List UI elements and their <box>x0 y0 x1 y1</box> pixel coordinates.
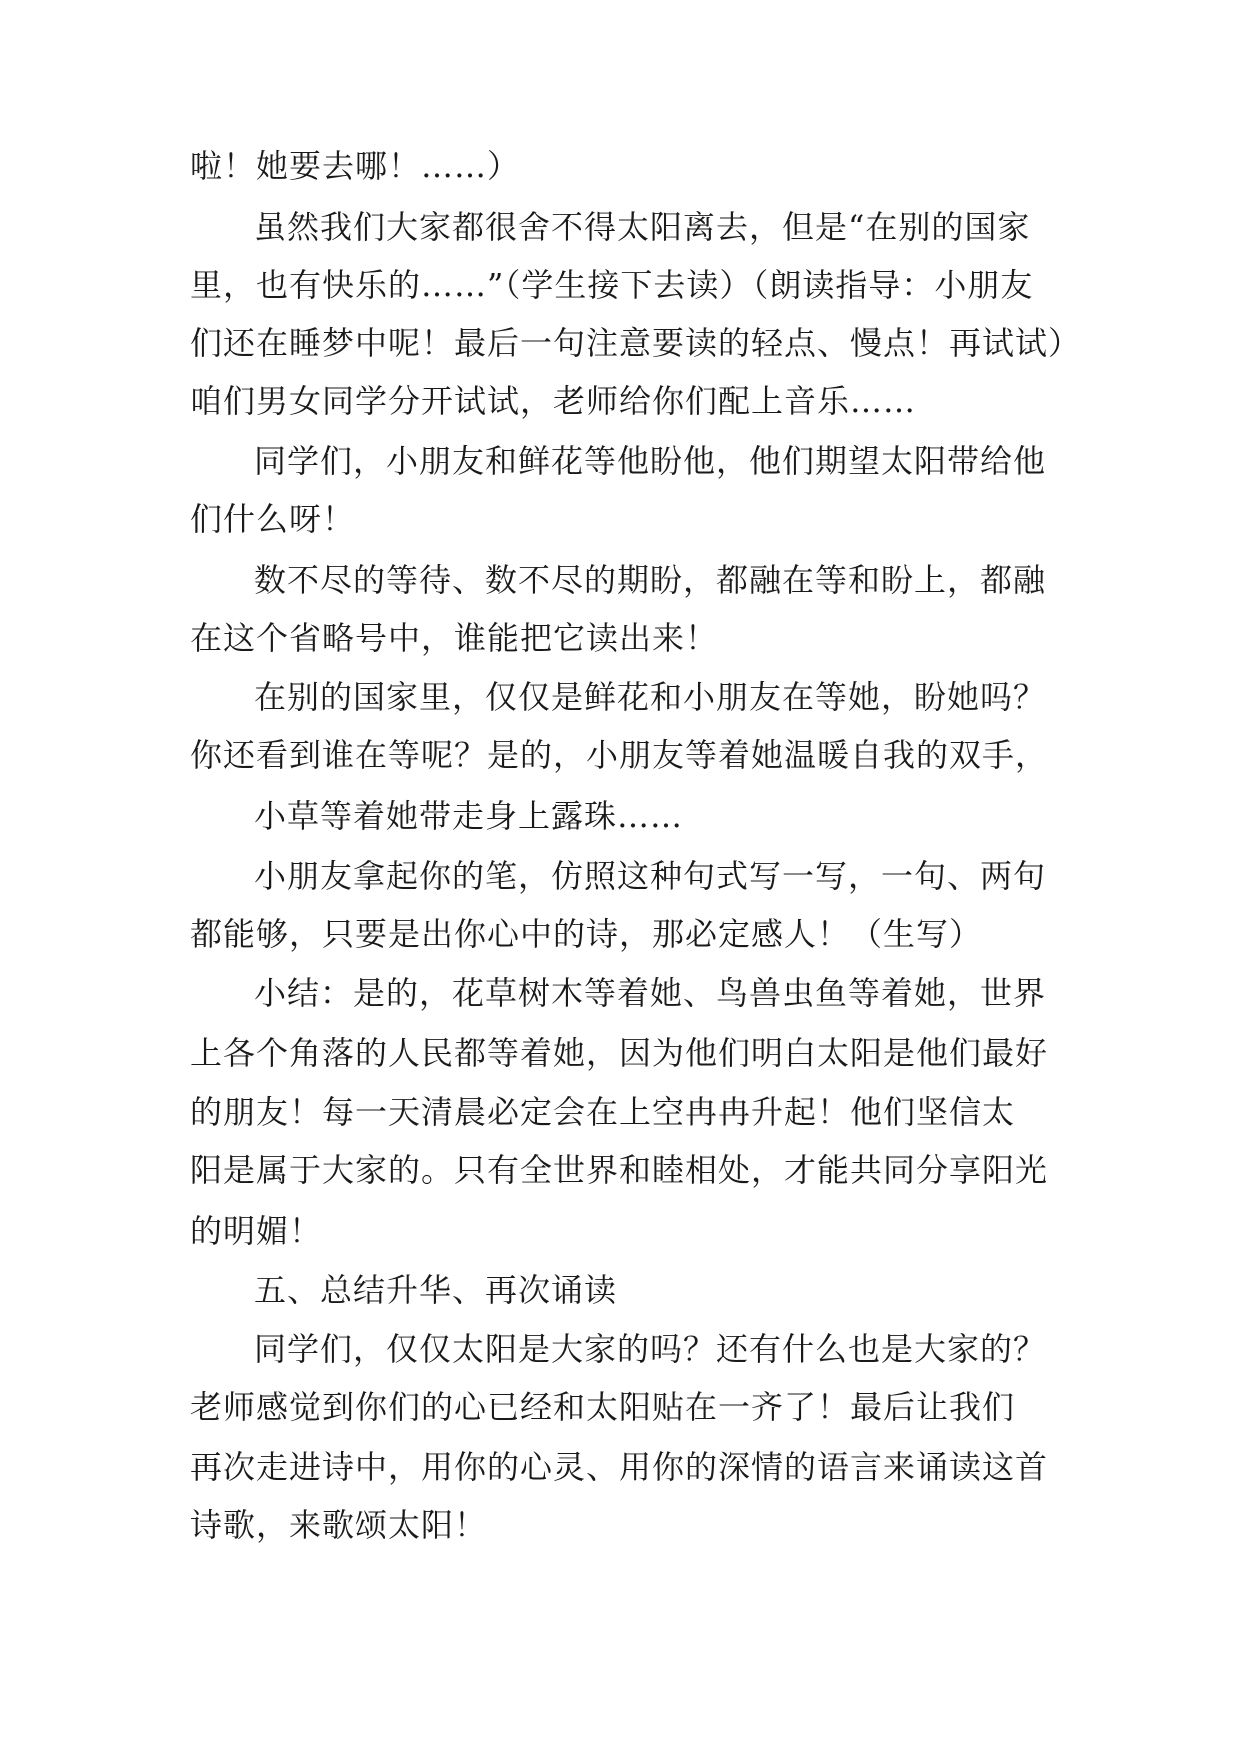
text-line: 们还在睡梦中呢！最后一句注意要读的轻点、慢点！再试试） <box>190 324 1082 362</box>
paragraph-line: 数不尽的等待、数不尽的期盼，都融在等和盼上，都融 <box>254 561 1047 599</box>
paragraph-line: 在别的国家里，仅仅是鲜花和小朋友在等她，盼她吗？ <box>254 678 1047 716</box>
text-line: 咱们男女同学分开试试，老师给你们配上音乐…… <box>190 382 917 420</box>
text-line: 的明媚！ <box>190 1212 323 1250</box>
paragraph-line: 同学们，仅仅太阳是大家的吗？还有什么也是大家的？ <box>254 1330 1047 1368</box>
text-line: 里，也有快乐的……”（学生接下去读）（朗读指导：小朋友 <box>190 266 1034 304</box>
paragraph-line: 小结：是的，花草树木等着她、鸟兽虫鱼等着她，世界 <box>254 974 1047 1012</box>
text-line: 你还看到谁在等呢？是的，小朋友等着她温暖自我的双手， <box>190 736 1049 774</box>
paragraph-line: 小朋友拿起你的笔，仿照这种句式写一写，一句、两句 <box>254 857 1047 895</box>
text-line: 上各个角落的人民都等着她，因为他们明白太阳是他们最好 <box>190 1034 1049 1072</box>
paragraph-line: 虽然我们大家都很舍不得太阳离去，但是“在别的国家 <box>254 208 1031 246</box>
text-line: 啦！她要去哪！……） <box>190 147 521 185</box>
text-line: 都能够，只要是出你心中的诗，那必定感人！（生写） <box>190 915 983 953</box>
text-line: 的朋友！每一天清晨必定会在上空冉冉升起！他们坚信太 <box>190 1093 1016 1131</box>
text-line: 诗歌，来歌颂太阳！ <box>190 1506 488 1544</box>
section-heading: 五、总结升华、再次诵读 <box>254 1271 618 1309</box>
text-line: 们什么呀！ <box>190 500 356 538</box>
text-line: 在这个省略号中，谁能把它读出来！ <box>190 619 719 657</box>
paragraph-line: 同学们，小朋友和鲜花等他盼他，他们期望太阳带给他 <box>254 442 1047 480</box>
paragraph-line: 小草等着她带走身上露珠…… <box>254 797 684 835</box>
text-line: 老师感觉到你们的心已经和太阳贴在一齐了！最后让我们 <box>190 1388 1016 1426</box>
text-line: 再次走进诗中，用你的心灵、用你的深情的语言来诵读这首 <box>190 1448 1049 1486</box>
text-line: 阳是属于大家的。只有全世界和睦相处，才能共同分享阳光 <box>190 1151 1049 1189</box>
